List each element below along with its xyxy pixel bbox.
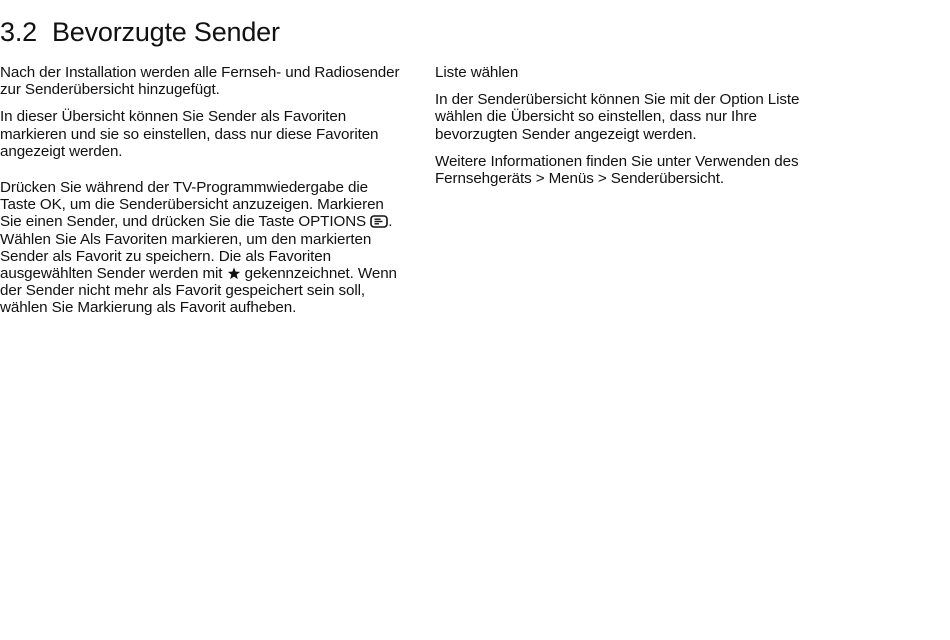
section-number: 3.2 xyxy=(0,17,37,47)
left-column xyxy=(0,64,400,317)
right-column xyxy=(435,64,835,187)
section-heading xyxy=(0,14,280,50)
options-icon xyxy=(370,215,388,228)
paragraph-mark-favorites xyxy=(0,179,400,317)
subheading-select-list: Liste wählen xyxy=(435,64,519,81)
mark-favorites-text-2: . Wählen Sie Als Favoriten markieren, um den markierten Sender als Favorit zu speichern. Die als Favoriten ausgewählten Sender werden mit xyxy=(0,213,393,283)
paragraph-select-list: In der Senderübersicht können Sie mit der Option Liste wählen die Übersicht so einstellen, dass nur Ihre bevorzugten Sender angezeigt werden. xyxy=(435,91,800,143)
mark-favorites-text-1: Drücken Sie während der TV-Programmwiedergabe die Taste OK, um die Senderübersicht anzuzeigen. Markieren Sie einen Sender, und drücken Sie die Taste OPTIONS xyxy=(0,179,384,231)
paragraph-installation: Nach der Installation werden alle Fernseh- und Radiosender zur Senderübersicht hinzugefügt. xyxy=(0,64,400,99)
paragraph-more-info: Weitere Informationen finden Sie unter Verwenden des Fernsehgeräts > Menüs > Senderübersicht. xyxy=(435,152,799,188)
star-icon xyxy=(227,267,241,280)
mark-favorites-text-3: gekennzeichnet. Wenn der Sender nicht mehr als Favorit gespeichert sein soll, wählen Sie Markierung als Favorit aufheben. xyxy=(0,265,397,317)
paragraph-favorites-overview: In dieser Übersicht können Sie Sender als Favoriten markieren und sie so einstellen, dass nur diese Favoriten angezeigt werden. xyxy=(0,108,379,160)
section-title: Bevorzugte Sender xyxy=(52,17,280,47)
